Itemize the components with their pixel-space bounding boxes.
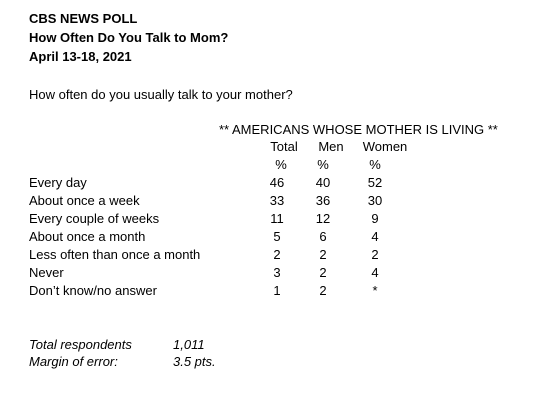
row-value-men: 40 xyxy=(315,175,331,190)
row-value-women: 2 xyxy=(371,247,379,262)
row-value-men: 2 xyxy=(319,283,327,298)
row-label: Never xyxy=(29,265,64,280)
row-value-total: 2 xyxy=(273,247,281,262)
row-value-total: 33 xyxy=(269,193,285,208)
poll-title: How Often Do You Talk to Mom? xyxy=(29,30,229,45)
question-text: How often do you usually talk to your mother? xyxy=(29,87,293,102)
column-header-men: Men xyxy=(318,139,344,154)
row-value-total: 46 xyxy=(269,175,285,190)
poll-source: CBS NEWS POLL xyxy=(29,11,138,26)
row-value-women: * xyxy=(372,283,378,298)
row-label: About once a month xyxy=(29,229,146,244)
margin-of-error-label: Margin of error: xyxy=(29,354,118,369)
row-value-total: 3 xyxy=(273,265,281,280)
margin-of-error-value: 3.5 pts. xyxy=(173,354,216,369)
row-value-women: 52 xyxy=(367,175,383,190)
row-label: Don’t know/no answer xyxy=(29,283,157,298)
row-label: Less often than once a month xyxy=(29,247,201,262)
respondents-value: 1,011 xyxy=(173,337,205,352)
respondents-label: Total respondents xyxy=(29,337,132,352)
row-value-women: 9 xyxy=(371,211,379,226)
column-header-women: Women xyxy=(362,139,408,154)
subgroup-header: ** AMERICANS WHOSE MOTHER IS LIVING ** xyxy=(219,122,498,137)
row-value-men: 2 xyxy=(319,265,327,280)
row-value-total: 5 xyxy=(273,229,281,244)
row-value-men: 36 xyxy=(315,193,331,208)
row-value-total: 1 xyxy=(273,283,281,298)
row-value-men: 12 xyxy=(315,211,331,226)
row-value-women: 30 xyxy=(367,193,383,208)
row-label: Every day xyxy=(29,175,87,190)
row-value-men: 2 xyxy=(319,247,327,262)
unit-men: % xyxy=(317,157,329,172)
poll-date: April 13-18, 2021 xyxy=(29,49,132,64)
row-label: About once a week xyxy=(29,193,140,208)
row-label: Every couple of weeks xyxy=(29,211,160,226)
row-value-men: 6 xyxy=(319,229,327,244)
column-header-total: Total xyxy=(270,139,298,154)
unit-women: % xyxy=(369,157,381,172)
row-value-women: 4 xyxy=(371,229,379,244)
row-value-total: 11 xyxy=(270,211,284,226)
unit-total: % xyxy=(275,157,287,172)
row-value-women: 4 xyxy=(371,265,379,280)
